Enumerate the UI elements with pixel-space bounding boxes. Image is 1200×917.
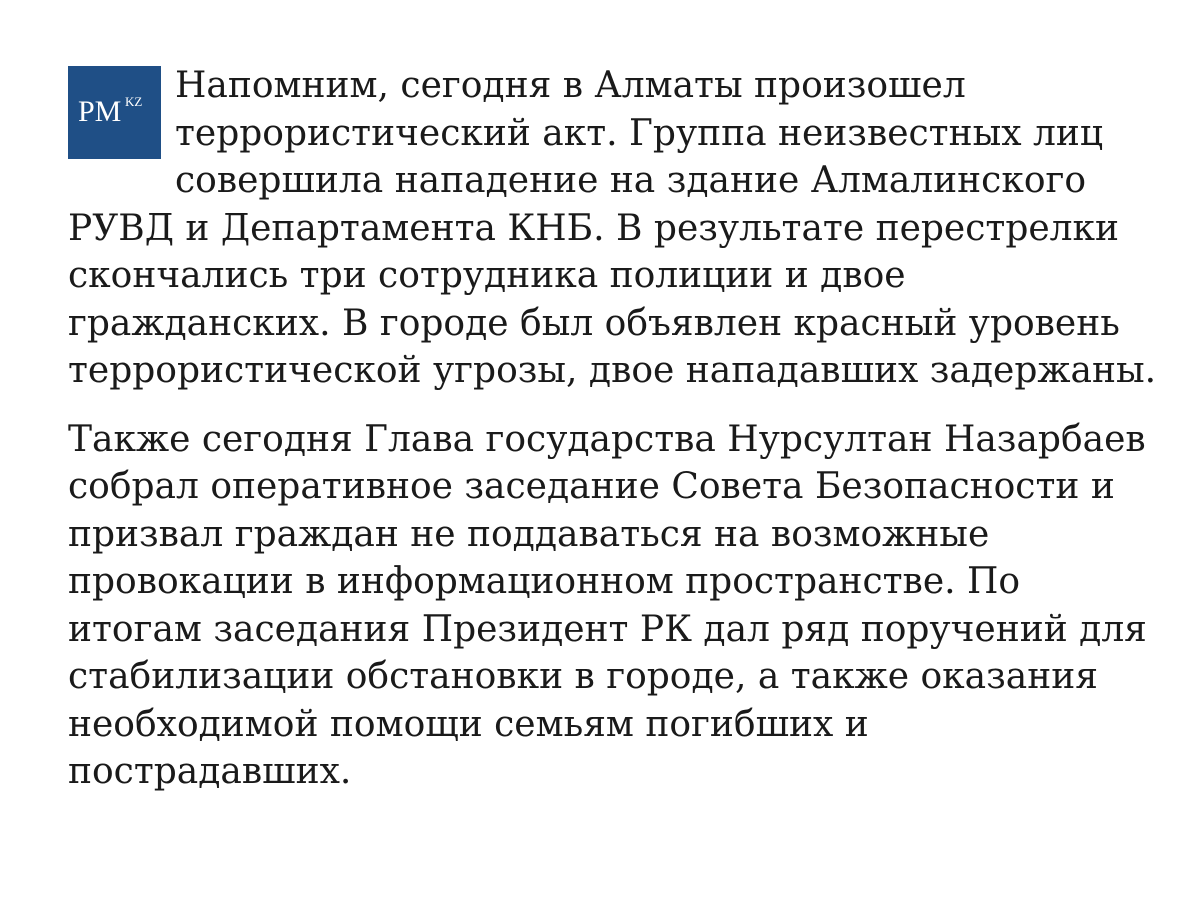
logo-superscript: KZ <box>125 94 143 109</box>
article-body <box>68 62 1158 796</box>
paragraph-2-text: Также сегодня Глава государства Нурсултан Назарбаев собрал оперативное заседание Совета Безопасности и призвал граждан не поддаваться на возможные провокации в информационном пространстве. По итогам заседания Президент РК дал ряд поручений для стабилизации обстановки в городе, а также оказания необходимой помощи семьям погибших и пострадавших. <box>68 418 1147 792</box>
paragraph-1-text: Напомним, сегодня в Алматы произошел террористический акт. Группа неизвестных лиц совершила нападение на здание Алмалинского РУВД и Департамента КНБ. В результате перестрелки скончались три сотрудника полиции и двое гражданских. В городе был объявлен красный уровень террористической угрозы, двое нападавших задержаны. <box>68 65 1157 391</box>
pm-kz-logo <box>68 66 161 159</box>
logo-text: PM <box>78 95 122 128</box>
paragraph-2 <box>68 416 1158 796</box>
paragraph-1 <box>68 62 1158 395</box>
